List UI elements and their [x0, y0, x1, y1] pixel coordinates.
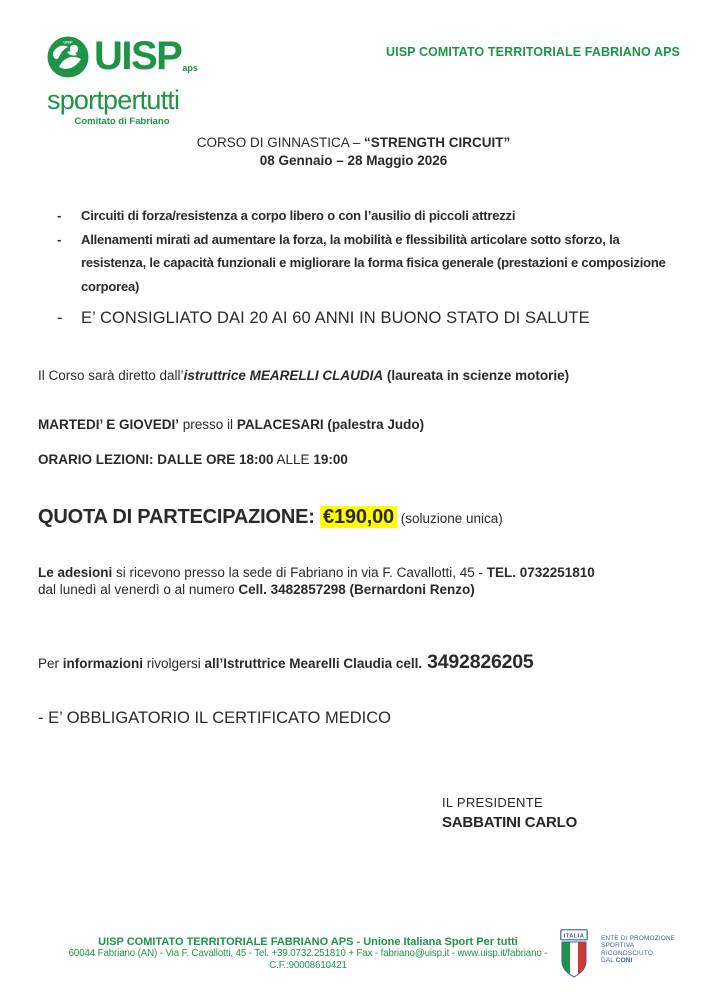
fee-amount-highlighted: €190,00: [320, 506, 397, 528]
info-pre: Per: [38, 656, 63, 671]
coni-recognition-text: [601, 935, 675, 964]
enrollment-cell: Cell. 3482857298 (Bernardoni Renzo): [238, 581, 475, 597]
bullet-dash: -: [57, 208, 62, 223]
instructor-name: istruttrice MEARELLI CLAUDIA: [183, 368, 384, 383]
comitato-subtitle: Comitato di Fabriano: [74, 116, 170, 127]
italia-shield-icon: [560, 929, 588, 984]
uisp-athlete-emblem-icon: [47, 36, 89, 83]
enrollment-address: si ricevono presso la sede di Fabriano in via F. Cavallotti, 45 -: [112, 565, 487, 580]
signature-name: SABBATINI CARLO: [442, 814, 578, 831]
coni-line: ENTE DI PROMOZIONE: [601, 935, 676, 942]
coni-bold: CONI: [615, 956, 633, 964]
schedule-hours-line: [38, 452, 348, 467]
coni-line: [601, 957, 675, 964]
enrollment-phone: TEL. 0732251810: [486, 565, 595, 580]
schedule-days: MARTEDI’ E GIOVEDI’: [38, 417, 180, 432]
uisp-wordmark: UISPaps: [94, 34, 198, 78]
bullet-dash: -: [57, 231, 62, 247]
bullet-dash: -: [57, 309, 63, 327]
schedule-hours-start: ORARIO LEZIONI: DALLE ORE 18:00: [38, 452, 274, 467]
list-item: [57, 204, 671, 228]
enrollment-days: dal lunedì al venerdì o al numero: [38, 581, 239, 597]
instructor-qualification: (laureata in scienze motorie): [383, 368, 570, 383]
schedule-days-mid: presso il: [179, 417, 237, 432]
org-title: UISP COMITATO TERRITORIALE FABRIANO APS: [386, 45, 680, 59]
signature-role: IL PRESIDENTE: [442, 795, 543, 810]
footer-org-name: UISP COMITATO TERRITORIALE FABRIANO APS - Unione Italiana Sport Per tutti: [98, 936, 518, 948]
instructor-line: [38, 368, 569, 383]
schedule-days-line: [38, 417, 424, 432]
instructor-pre: Il Corso sarà diretto dall’: [38, 368, 184, 383]
list-item: [57, 228, 671, 299]
course-features-list: [57, 204, 671, 298]
schedule-hours-mid: ALLE: [273, 452, 314, 467]
coni-line: RICONOSCIUTO: [601, 949, 653, 957]
medical-certificate-line: - E’ OBBLIGATORIO IL CERTIFICATO MEDICO: [38, 709, 391, 727]
course-title-line1: CORSO DI GINNASTICA – “STRENGTH CIRCUIT”: [196, 135, 511, 150]
coni-dal: DAL: [601, 956, 616, 964]
fee-line: [38, 506, 503, 529]
age-advice-line: [57, 309, 590, 328]
fee-label: QUOTA DI PARTECIPAZIONE:: [38, 506, 321, 528]
coni-line: SPORTIVA: [601, 942, 635, 950]
signature-block: [442, 795, 577, 831]
schedule-hours-end: 19:00: [313, 452, 348, 467]
info-phone-number: 3492826205: [427, 651, 534, 673]
course-title: [0, 134, 707, 169]
info-line: [38, 651, 534, 674]
shield-label: ITALIA: [563, 933, 585, 940]
footer-org-info: [58, 936, 558, 972]
enrollment-line2: [38, 582, 678, 599]
aps-suffix: aps: [182, 63, 198, 73]
footer-contact-details: 60044 Fabriano (AN) - Via F. Cavallotti, 45 - Tel. +39.0732.251810 + Fax - fabriano@uisp.it - www.uisp.it/fabriano - C.F.:90008610421: [68, 948, 548, 971]
age-advice-text: E’ CONSIGLIATO DAI 20 AI 60 ANNI IN BUONO STATO DI SALUTE: [81, 309, 590, 327]
uisp-logo: [47, 36, 199, 127]
fee-note: (soluzione unica): [396, 511, 503, 526]
enrollment-lead: Le adesioni: [38, 565, 113, 580]
bullet-text: Circuiti di forza/resistenza a corpo libero o con l’ausilio di piccoli attrezzi: [81, 208, 516, 223]
svg-text:UISP: UISP: [63, 39, 73, 45]
info-keyword: informazioni: [62, 656, 144, 671]
sportpertutti-tagline: sportpertutti: [47, 85, 180, 115]
bullet-text: Allenamenti mirati ad aumentare la forza, la mobilità e flessibilità articolare sotto sforzo, la resistenza, le capacità funzionali e migliorare la forma fisica generale (prestazioni e composizione corporea): [81, 231, 666, 294]
enrollment-line1: [38, 565, 678, 582]
enrollment-paragraph: [38, 565, 678, 598]
info-mid: rivolgersi: [143, 656, 205, 671]
course-dates: 08 Gennaio – 28 Maggio 2026: [259, 152, 448, 168]
info-contact: all’Istruttrice Mearelli Claudia cell.: [204, 656, 423, 671]
schedule-venue: PALACESARI (palestra Judo): [236, 417, 425, 432]
